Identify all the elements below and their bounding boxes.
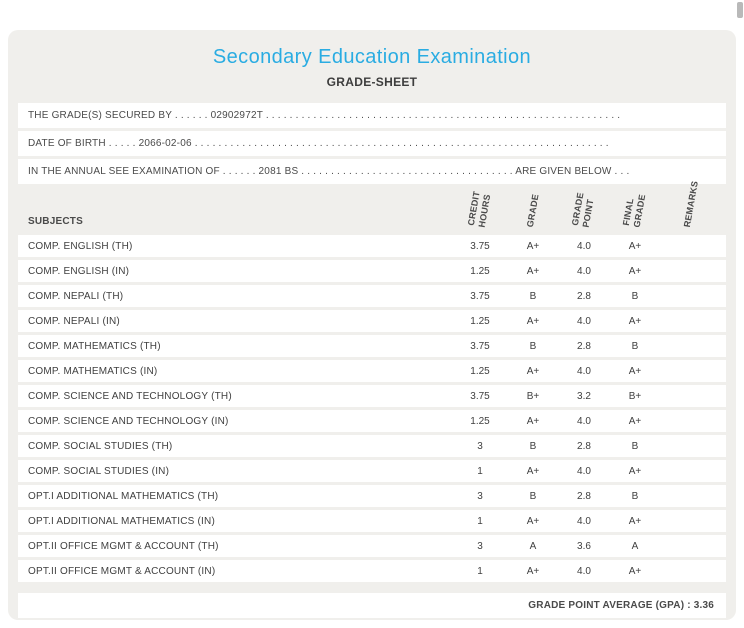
grade-point-cell: 3.2	[577, 390, 591, 402]
table-row	[18, 235, 726, 257]
final-grade-cell: A+	[628, 565, 642, 577]
final-grade-cell: B	[631, 440, 639, 452]
grade-cell: B+	[526, 390, 540, 402]
credit-hours-cell: 3	[477, 440, 483, 452]
credit-hours-cell: 1.25	[470, 365, 490, 377]
grade-cell: A+	[526, 265, 540, 277]
table-row	[18, 460, 726, 482]
credit-hours-cell: 3	[477, 540, 483, 552]
credit-hours-cell: 1.25	[470, 315, 490, 327]
table-row	[18, 535, 726, 557]
page-title: Secondary Education Examination	[212, 46, 532, 68]
table-row	[18, 485, 726, 507]
grade-cell: A+	[526, 415, 540, 427]
column-header-grade: GRADE	[524, 193, 541, 228]
grade-point-cell: 3.6	[577, 540, 591, 552]
info-line-date-of-birth	[18, 131, 726, 156]
final-grade-cell: A+	[628, 515, 642, 527]
dotted-filler: . . . . . . . . . . . . . . . . . . . . . . . . . . . . . . . . . . . . . . . . . . . . . . . . . . . . . . . . . . . .	[265, 110, 621, 121]
final-grade-cell: B+	[628, 390, 642, 402]
subject-cell: COMP. ENGLISH (TH)	[28, 240, 133, 252]
table-row	[18, 310, 726, 332]
symbol-number-value: 02902972T	[210, 110, 263, 121]
grade-point-cell: 2.8	[577, 490, 591, 502]
dotted-filler: . . . . . . . . . . . . . . . . . . . . . . . . . . . . . . . . . . . .	[301, 166, 513, 177]
subject-cell: COMP. SOCIAL STUDIES (IN)	[28, 465, 170, 477]
grade-point-cell: 2.8	[577, 340, 591, 352]
subject-cell: COMP. MATHEMATICS (TH)	[28, 340, 161, 352]
grade-point-cell: 4.0	[577, 365, 591, 377]
grade-cell: B	[529, 440, 537, 452]
credit-hours-cell: 3.75	[470, 240, 490, 252]
subject-cell: OPT.I ADDITIONAL MATHEMATICS (TH)	[28, 490, 219, 502]
dotted-filler: . . . . .	[108, 138, 136, 149]
gpa-label: GRADE POINT AVERAGE (GPA) :	[528, 600, 691, 611]
final-grade-cell: A+	[628, 365, 642, 377]
grade-sheet-panel	[8, 30, 736, 620]
grade-point-cell: 2.8	[577, 440, 591, 452]
info-suffix: ARE GIVEN BELOW . . .	[515, 166, 630, 177]
table-row	[18, 335, 726, 357]
column-header-remarks: REMARKS	[681, 179, 700, 228]
info-label: IN THE ANNUAL SEE EXAMINATION OF	[28, 166, 220, 177]
gpa-summary-row	[18, 593, 726, 618]
info-label: DATE OF BIRTH	[28, 138, 106, 149]
grade-cell: B	[529, 340, 537, 352]
subject-cell: COMP. ENGLISH (IN)	[28, 265, 130, 277]
date-of-birth-value: 2066-02-06	[138, 138, 192, 149]
table-row	[18, 385, 726, 407]
table-row	[18, 435, 726, 457]
grade-point-cell: 2.8	[577, 290, 591, 302]
grade-cell: A+	[526, 365, 540, 377]
info-line-grades-secured-by	[18, 103, 726, 128]
column-header-final-grade: FINAL GRADE	[620, 193, 648, 228]
credit-hours-cell: 3.75	[470, 290, 490, 302]
table-row	[18, 360, 726, 382]
credit-hours-cell: 1	[477, 565, 483, 577]
grade-sheet-subtitle: GRADE-SHEET	[326, 75, 418, 89]
table-header-row	[18, 179, 726, 233]
grade-point-cell: 4.0	[577, 240, 591, 252]
grade-cell: B	[529, 490, 537, 502]
table-row	[18, 560, 726, 582]
grade-cell: A	[529, 540, 537, 552]
subject-cell: COMP. SCIENCE AND TECHNOLOGY (IN)	[28, 415, 229, 427]
table-row	[18, 260, 726, 282]
table-body	[18, 235, 726, 582]
credit-hours-cell: 1	[477, 465, 483, 477]
credit-hours-cell: 3.75	[470, 390, 490, 402]
credit-hours-cell: 1.25	[470, 265, 490, 277]
final-grade-cell: A	[631, 540, 639, 552]
subject-cell: COMP. NEPALI (TH)	[28, 290, 124, 302]
final-grade-cell: A+	[628, 315, 642, 327]
dotted-filler: . . . . . . . . . . . . . . . . . . . . . . . . . . . . . . . . . . . . . . . . . . . . . . . . . . . . . . . . . . . . . . . . . . . . . .	[194, 138, 609, 149]
final-grade-cell: B	[631, 340, 639, 352]
grade-point-cell: 4.0	[577, 515, 591, 527]
grade-cell: A+	[526, 240, 540, 252]
scrollbar-thumb[interactable]	[737, 2, 743, 18]
subject-cell: COMP. SOCIAL STUDIES (TH)	[28, 440, 173, 452]
final-grade-cell: A+	[628, 265, 642, 277]
exam-year-value: 2081 BS	[258, 166, 299, 177]
grade-cell: B	[529, 290, 537, 302]
subject-cell: OPT.I ADDITIONAL MATHEMATICS (IN)	[28, 515, 215, 527]
grade-cell: A+	[526, 515, 540, 527]
table-row	[18, 410, 726, 432]
grade-point-cell: 4.0	[577, 565, 591, 577]
grade-cell: A+	[526, 565, 540, 577]
subject-cell: COMP. SCIENCE AND TECHNOLOGY (TH)	[28, 390, 232, 402]
grade-point-cell: 4.0	[577, 415, 591, 427]
credit-hours-cell: 3	[477, 490, 483, 502]
column-header-grade-point: GRADE POINT	[569, 191, 596, 228]
grade-point-cell: 4.0	[577, 315, 591, 327]
grade-point-cell: 4.0	[577, 265, 591, 277]
final-grade-cell: A+	[628, 415, 642, 427]
credit-hours-cell: 1.25	[470, 415, 490, 427]
info-line-exam-year	[18, 159, 726, 184]
credit-hours-cell: 3.75	[470, 340, 490, 352]
info-label: THE GRADE(S) SECURED BY	[28, 110, 172, 121]
final-grade-cell: B	[631, 490, 639, 502]
dotted-filler: . . . . . .	[222, 166, 256, 177]
grade-point-cell: 4.0	[577, 465, 591, 477]
subject-cell: OPT.II OFFICE MGMT & ACCOUNT (TH)	[28, 540, 219, 552]
gpa-value: 3.36	[693, 600, 714, 611]
dotted-filler: . . . . . .	[174, 110, 208, 121]
subject-cell: COMP. NEPALI (IN)	[28, 315, 120, 327]
subject-cell: OPT.II OFFICE MGMT & ACCOUNT (IN)	[28, 565, 216, 577]
grade-cell: A+	[526, 315, 540, 327]
grade-cell: A+	[526, 465, 540, 477]
credit-hours-cell: 1	[477, 515, 483, 527]
column-header-subjects: SUBJECTS	[28, 216, 83, 227]
table-row	[18, 285, 726, 307]
final-grade-cell: A+	[628, 465, 642, 477]
final-grade-cell: A+	[628, 240, 642, 252]
table-row	[18, 510, 726, 532]
final-grade-cell: B	[631, 290, 639, 302]
column-header-credit-hours: CREDIT HOURS	[465, 189, 493, 228]
subject-cell: COMP. MATHEMATICS (IN)	[28, 365, 158, 377]
